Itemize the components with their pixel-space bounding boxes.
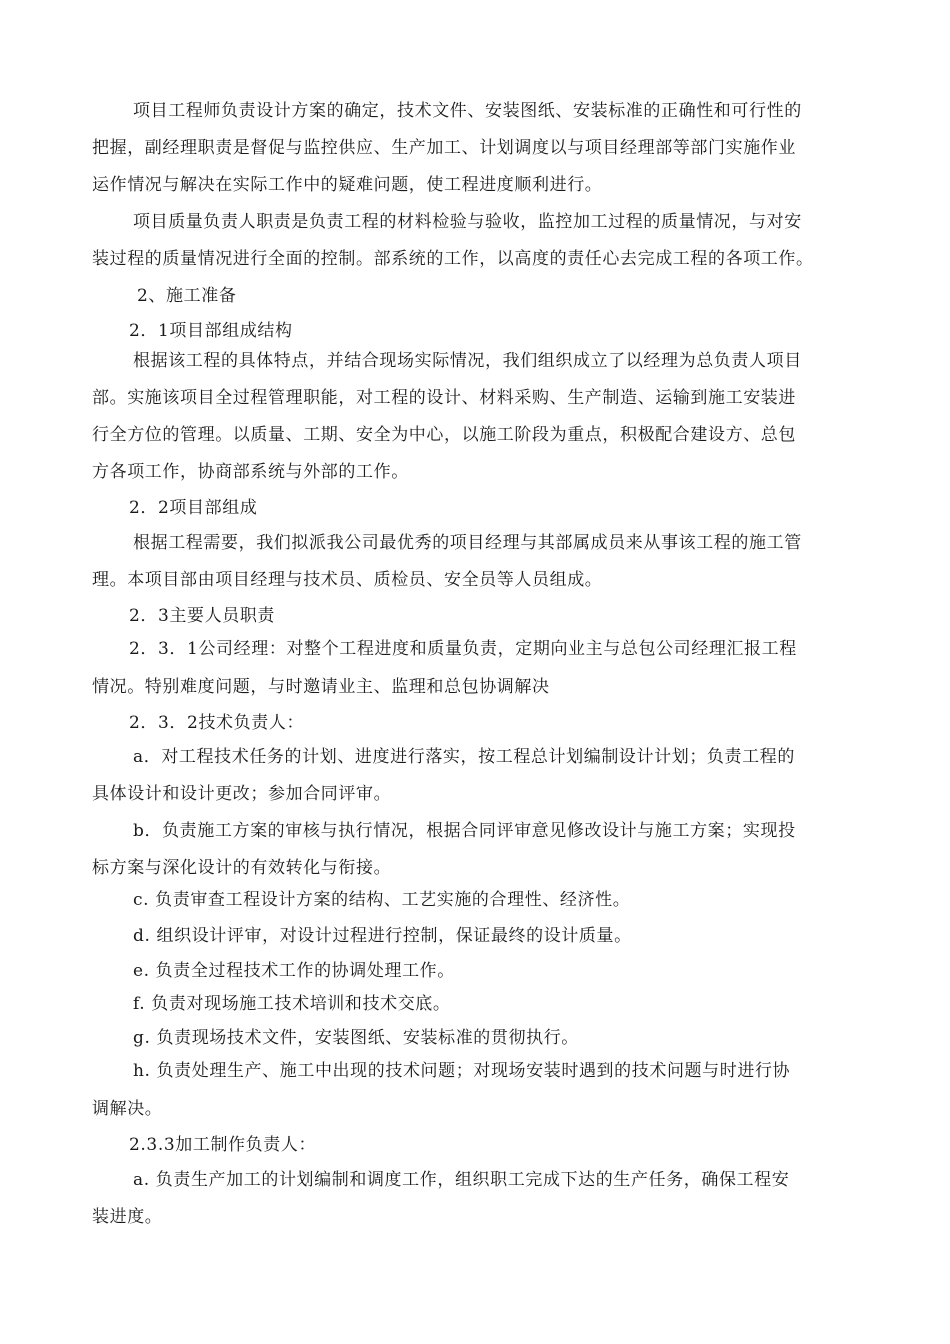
paragraph-line: 理。本项目部由项目经理与技术员、质检员、安全员等人员组成。 bbox=[92, 570, 603, 590]
list-item-line: a．对工程技术任务的计划、进度进行落实，按工程总计划编制设计计划；负责工程的 bbox=[133, 747, 795, 767]
paragraph-line: 把握，副经理职责是督促与监控供应、生产加工、计划调度以与项目经理部等部门实施作业 bbox=[92, 138, 796, 158]
paragraph-line: 运作情况与解决在实际工作中的疑难问题，使工程进度顺利进行。 bbox=[92, 175, 603, 195]
list-item-line: a. 负责生产加工的计划编制和调度工作，组织职工完成下达的生产任务，确保工程安 bbox=[133, 1170, 790, 1190]
paragraph-line: 情况。特别难度问题，与时邀请业主、监理和总包协调解决 bbox=[92, 677, 550, 697]
list-item-line: b．负责施工方案的审核与执行情况，根据合同评审意见修改设计与施工方案；实现投 bbox=[133, 821, 796, 841]
paragraph-line: 方各项工作，协商部系统与外部的工作。 bbox=[92, 462, 409, 482]
paragraph-line: 装过程的质量情况进行全面的控制。部系统的工作，以高度的责任心去完成工程的各项工作。 bbox=[92, 249, 814, 269]
paragraph-line: 根据工程需要，我们拟派我公司最优秀的项目经理与其部属成员来从事该工程的施工管 bbox=[133, 533, 802, 553]
paragraph-line: 根据该工程的具体特点，并结合现场实际情况，我们组织成立了以经理为总负责人项目 bbox=[133, 351, 802, 371]
subsection-heading: 2.3.3加工制作负责人： bbox=[129, 1135, 317, 1155]
paragraph-line: 2．3．1公司经理：对整个工程进度和质量负责，定期向业主与总包公司经理汇报工程 bbox=[129, 639, 797, 659]
paragraph-line: 部。实施该项目全过程管理职能，对工程的设计、材料采购、生产制造、运输到施工安装进 bbox=[92, 388, 796, 408]
subsection-heading: 2．3．2技术负责人： bbox=[129, 713, 305, 733]
list-item-line: e. 负责全过程技术工作的协调处理工作。 bbox=[133, 961, 455, 981]
section-heading: 2、施工准备 bbox=[137, 286, 237, 306]
list-item-line: d. 组织设计评审，对设计过程进行控制，保证最终的设计质量。 bbox=[133, 926, 632, 946]
paragraph-line: 项目质量负责人职责是负责工程的材料检验与验收，监控加工过程的质量情况，与对安 bbox=[133, 212, 802, 232]
paragraph-line: 行全方位的管理。以质量、工期、安全为中心，以施工阶段为重点，积极配合建设方、总包 bbox=[92, 425, 796, 445]
paragraph-line: 项目工程师负责设计方案的确定，技术文件、安装图纸、安装标准的正确性和可行性的 bbox=[133, 101, 802, 121]
subsection-heading: 2．1项目部组成结构 bbox=[129, 321, 293, 341]
list-item-line: 标方案与深化设计的有效转化与衔接。 bbox=[92, 858, 392, 878]
list-item-line: c. 负责审查工程设计方案的结构、工艺实施的合理性、经济性。 bbox=[133, 890, 631, 910]
list-item-line: 调解决。 bbox=[92, 1099, 163, 1119]
list-item-line: f. 负责对现场施工技术培训和技术交底。 bbox=[133, 994, 451, 1014]
list-item-line: 装进度。 bbox=[92, 1207, 163, 1227]
list-item-line: 具体设计和设计更改；参加合同评审。 bbox=[92, 784, 392, 804]
list-item-line: g. 负责现场技术文件，安装图纸、安装标准的贯彻执行。 bbox=[133, 1028, 579, 1048]
subsection-heading: 2．3主要人员职责 bbox=[129, 606, 276, 626]
list-item-line: h. 负责处理生产、施工中出现的技术问题；对现场安装时遇到的技术问题与时进行协 bbox=[133, 1061, 791, 1081]
subsection-heading: 2．2项目部组成 bbox=[129, 498, 258, 518]
